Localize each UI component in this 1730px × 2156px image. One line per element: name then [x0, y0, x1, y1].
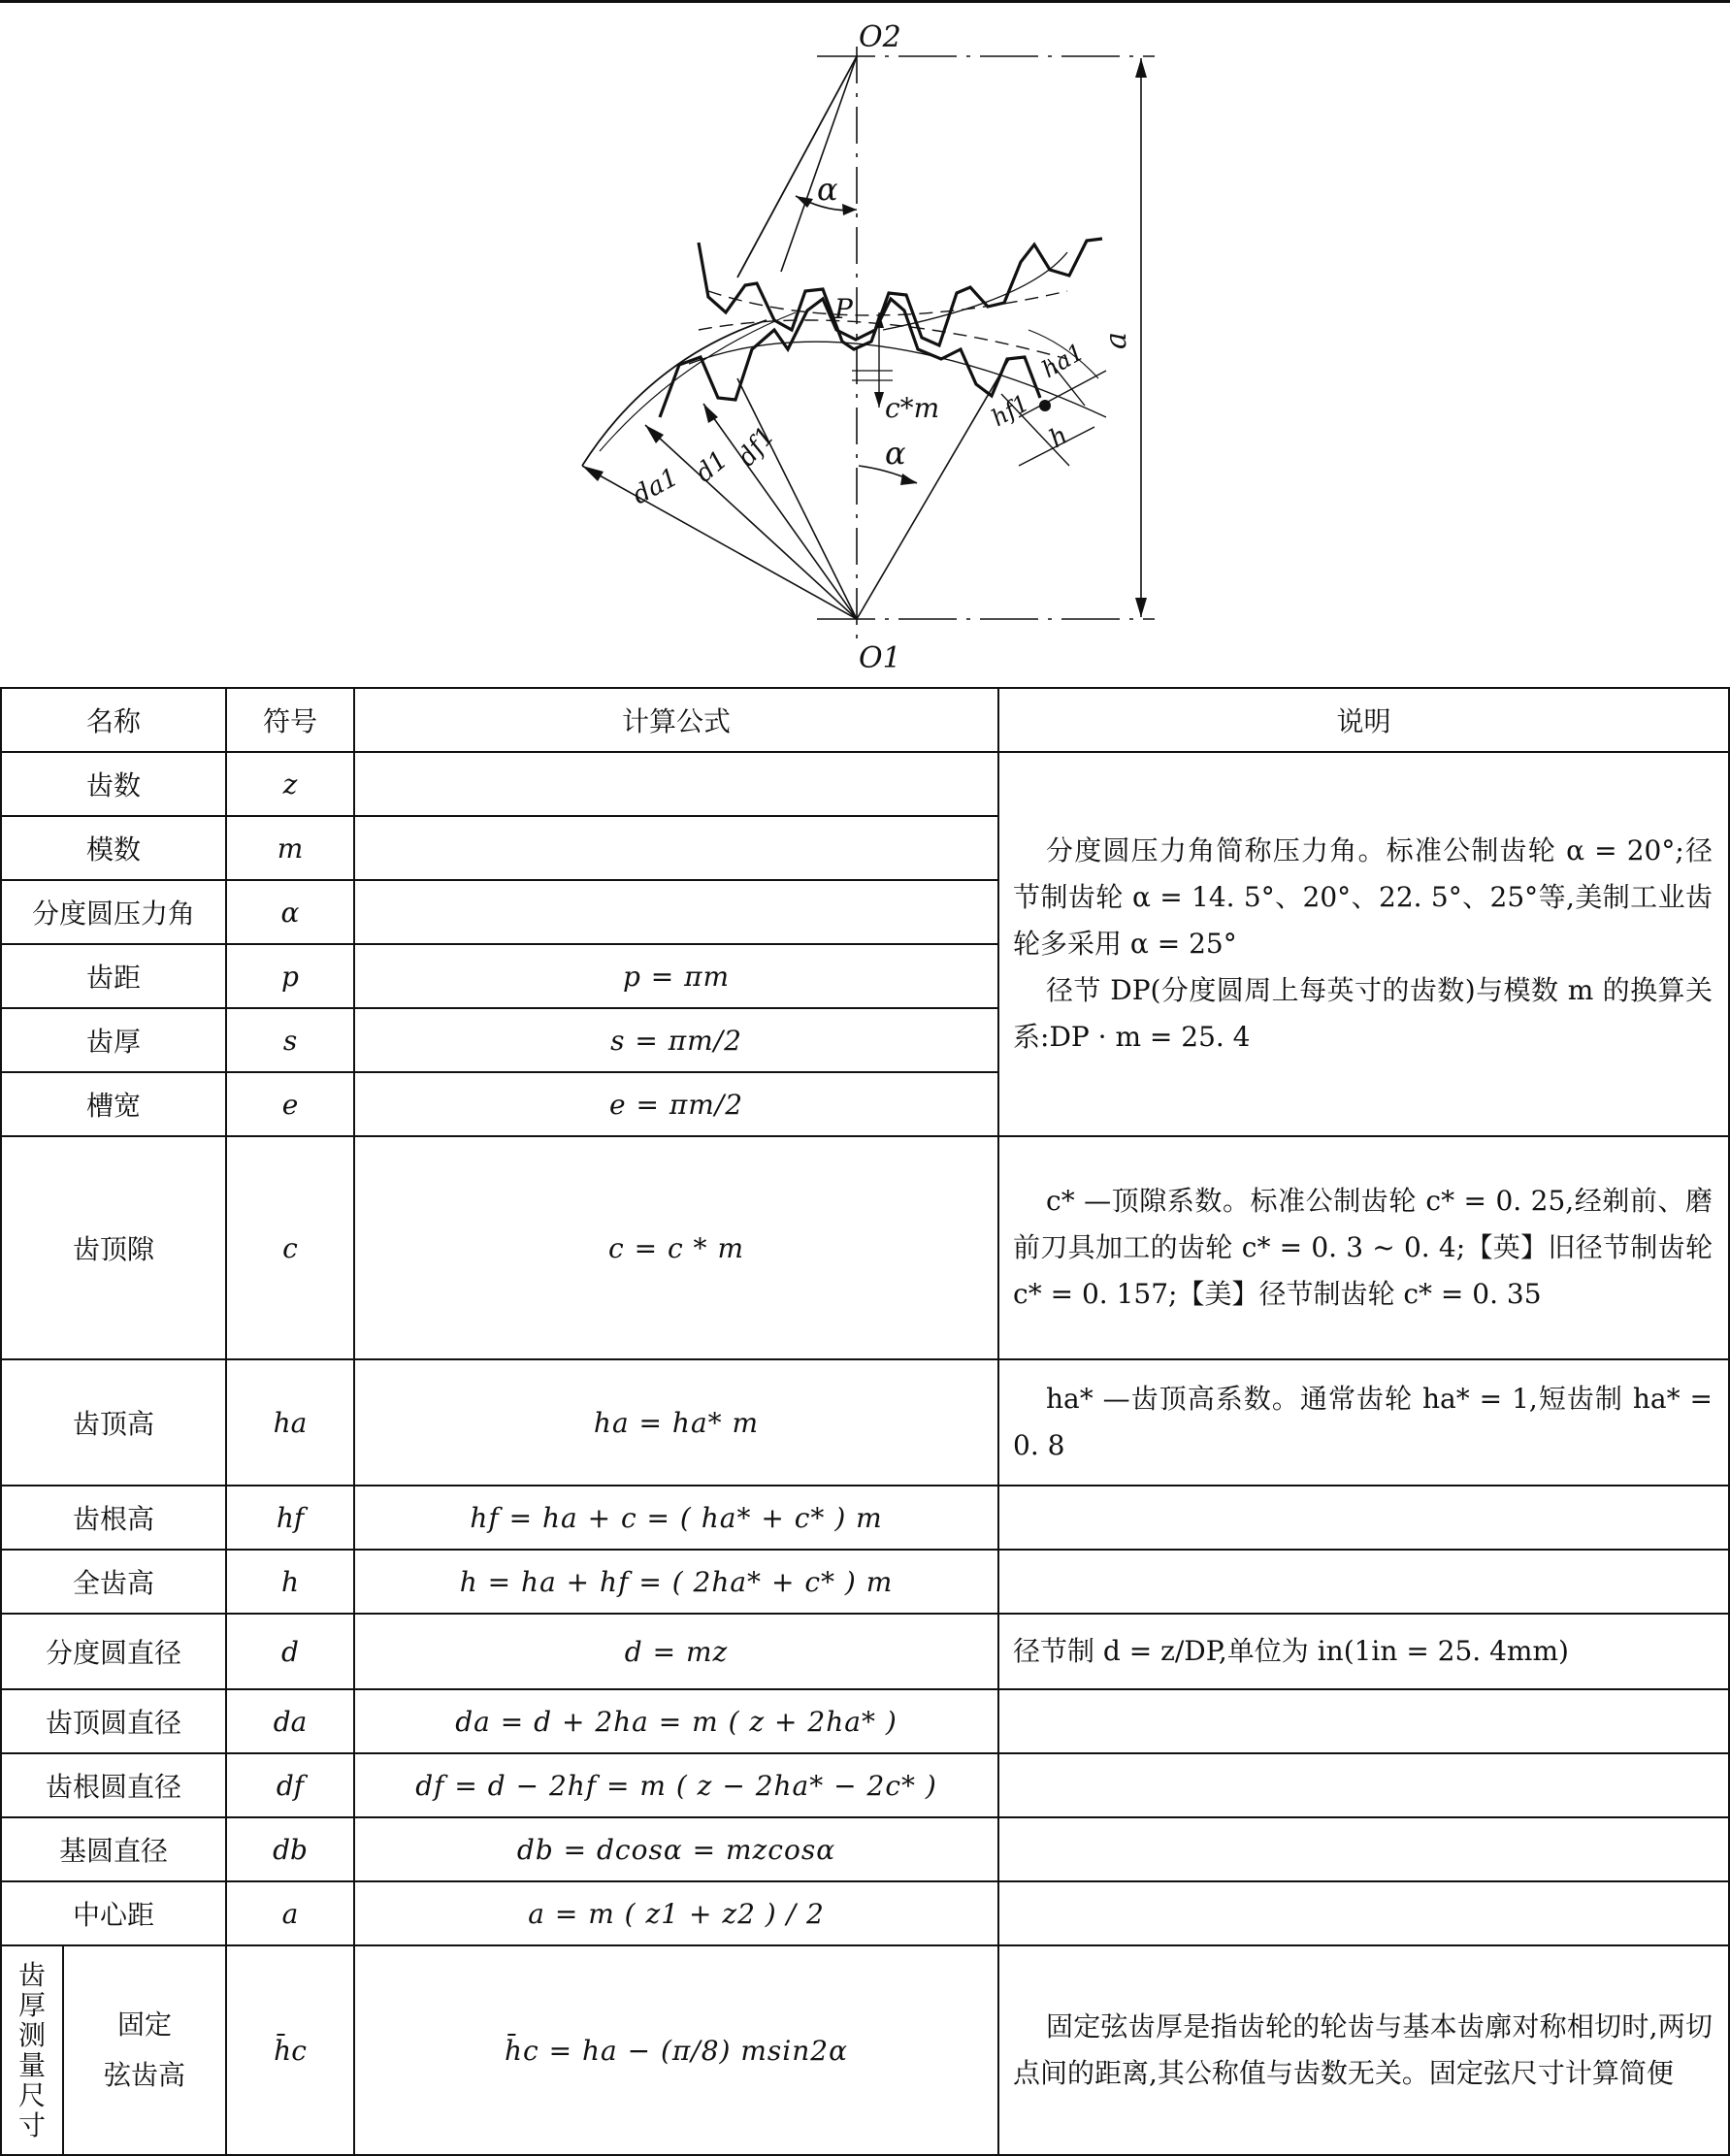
row-name-line1: 固定 — [117, 2009, 173, 2041]
row-name: 模数 — [1, 816, 226, 880]
row-symbol: e — [226, 1072, 354, 1136]
label-ha1: ha1 — [1037, 338, 1090, 384]
table-row — [1, 1614, 1729, 1689]
note-addendum — [998, 1359, 1729, 1486]
row-symbol: α — [226, 880, 354, 944]
row-symbol: h̄c — [226, 1945, 354, 2155]
row-symbol: db — [226, 1817, 354, 1881]
header-name: 名称 — [1, 688, 226, 752]
table-row — [1, 752, 1729, 816]
row-name: 齿数 — [1, 752, 226, 816]
row-name: 齿顶高 — [1, 1359, 226, 1486]
label-alpha-mid: α — [885, 435, 906, 472]
group-label-char: 厚 — [17, 1989, 46, 2021]
row-name-chordal — [63, 1945, 226, 2155]
table-header-row — [1, 688, 1729, 752]
row-name: 中心距 — [1, 1881, 226, 1945]
table-row — [1, 1136, 1729, 1359]
group-label-char: 量 — [17, 2049, 46, 2081]
note-clearance — [998, 1136, 1729, 1359]
label-h: h — [1044, 420, 1074, 455]
table-row — [1, 1486, 1729, 1550]
gear-mesh-diagram — [563, 10, 1164, 674]
gear-parameter-table — [0, 687, 1730, 2156]
label-a: a — [1099, 332, 1133, 349]
row-symbol: p — [226, 944, 354, 1008]
row-symbol: da — [226, 1689, 354, 1753]
row-formula: e = πm/2 — [354, 1072, 998, 1136]
group-label-char: 齿 — [17, 1959, 46, 1991]
label-p: P — [834, 293, 853, 325]
row-name: 齿厚 — [1, 1008, 226, 1072]
group-label-char: 测 — [17, 2019, 46, 2051]
row-formula: h = ha + hf = ( 2ha* + c* ) m — [354, 1550, 998, 1614]
group-label-thickness-measurement — [1, 1945, 63, 2155]
row-symbol: m — [226, 816, 354, 880]
row-formula: p = πm — [354, 944, 998, 1008]
label-da1: da1 — [628, 462, 684, 511]
row-symbol: a — [226, 1881, 354, 1945]
note-addendum-text: ha* —齿顶高系数。通常齿轮 ha* = 1,短齿制 ha* = 0. 8 — [1013, 1383, 1714, 1461]
top-rule — [0, 0, 1730, 3]
row-note-empty — [998, 1881, 1729, 1945]
row-name: 基圆直径 — [1, 1817, 226, 1881]
row-symbol: c — [226, 1136, 354, 1359]
note-chordal — [998, 1945, 1729, 2155]
note-pitch-diameter — [998, 1614, 1729, 1689]
row-symbol: s — [226, 1008, 354, 1072]
label-d1: d1 — [690, 445, 734, 489]
row-name: 齿顶圆直径 — [1, 1689, 226, 1753]
row-name: 齿根圆直径 — [1, 1753, 226, 1817]
row-note-empty — [998, 1753, 1729, 1817]
table-row — [1, 1753, 1729, 1817]
note-pressure-angle-para2: 径节 DP(分度圆周上每英寸的齿数)与模数 m 的换算关系:DP · m = 25. 4 — [1013, 974, 1714, 1053]
label-cm: c*m — [885, 392, 940, 424]
row-formula — [354, 816, 998, 880]
row-formula: d = mz — [354, 1614, 998, 1689]
row-symbol: d — [226, 1614, 354, 1689]
group-label-char: 尺 — [17, 2079, 46, 2111]
header-formula: 计算公式 — [354, 688, 998, 752]
row-symbol: hf — [226, 1486, 354, 1550]
row-name: 齿根高 — [1, 1486, 226, 1550]
row-formula: s = πm/2 — [354, 1008, 998, 1072]
row-formula: da = d + 2ha = m ( z + 2ha* ) — [354, 1689, 998, 1753]
table-row-chordal — [1, 1945, 1729, 2155]
row-name: 齿距 — [1, 944, 226, 1008]
label-o1: O1 — [859, 641, 901, 674]
row-symbol: df — [226, 1753, 354, 1817]
row-name: 齿顶隙 — [1, 1136, 226, 1359]
row-name: 分度圆压力角 — [1, 880, 226, 944]
row-formula: db = dcosα = mzcosα — [354, 1817, 998, 1881]
row-note-empty — [998, 1486, 1729, 1550]
note-chordal-text: 固定弦齿厚是指齿轮的轮齿与基本齿廓对称相切时,两切点间的距离,其公称值与齿数无关。固定弦尺寸计算简便 — [1013, 2010, 1714, 2089]
row-name: 槽宽 — [1, 1072, 226, 1136]
note-clearance-text: c* —顶隙系数。标准公制齿轮 c* = 0. 25,经剃前、磨前刀具加工的齿轮 c* = 0. 3 ~ 0. 4;【英】旧径节制齿轮 c* = 0. 157;【美】径节制齿轮 c* = 0. 35 — [1013, 1185, 1714, 1310]
row-symbol: h — [226, 1550, 354, 1614]
note-pressure-angle — [998, 752, 1729, 1136]
row-symbol: z — [226, 752, 354, 816]
note-pressure-angle-para1: 分度圆压力角简称压力角。标准公制齿轮 α = 20°;径节制齿轮 α = 14. 5°、20°、22. 5°、25°等,美制工业齿轮多采用 α = 25° — [1013, 834, 1714, 960]
table-row — [1, 1817, 1729, 1881]
row-note-empty — [998, 1817, 1729, 1881]
label-df1: df1 — [732, 421, 781, 473]
table-row — [1, 1689, 1729, 1753]
row-formula — [354, 880, 998, 944]
group-label-char: 寸 — [17, 2109, 46, 2141]
row-note-empty — [998, 1689, 1729, 1753]
row-name: 全齿高 — [1, 1550, 226, 1614]
label-o2: O2 — [859, 20, 901, 54]
row-name-line2: 弦齿高 — [104, 2059, 186, 2091]
label-hf1: hf1 — [987, 389, 1034, 433]
header-symbol: 符号 — [226, 688, 354, 752]
row-formula — [354, 752, 998, 816]
header-note: 说明 — [998, 688, 1729, 752]
table-row — [1, 1550, 1729, 1614]
row-formula: ha = ha* m — [354, 1359, 998, 1486]
row-formula: df = d − 2hf = m ( z − 2ha* − 2c* ) — [354, 1753, 998, 1817]
row-note-empty — [998, 1550, 1729, 1614]
group-label-text — [2, 1960, 62, 2140]
label-alpha-top: α — [817, 171, 838, 208]
row-formula: h̄c = ha − (π/8) msin2α — [354, 1945, 998, 2155]
row-formula: a = m ( z1 + z2 ) / 2 — [354, 1881, 998, 1945]
row-name: 分度圆直径 — [1, 1614, 226, 1689]
row-formula: c = c * m — [354, 1136, 998, 1359]
row-symbol: ha — [226, 1359, 354, 1486]
note-pitch-diameter-text: 径节制 d = z/DP,单位为 in(1in = 25. 4mm) — [1013, 1635, 1569, 1667]
table-row — [1, 1359, 1729, 1486]
table-row — [1, 1881, 1729, 1945]
row-formula: hf = ha + c = ( ha* + c* ) m — [354, 1486, 998, 1550]
